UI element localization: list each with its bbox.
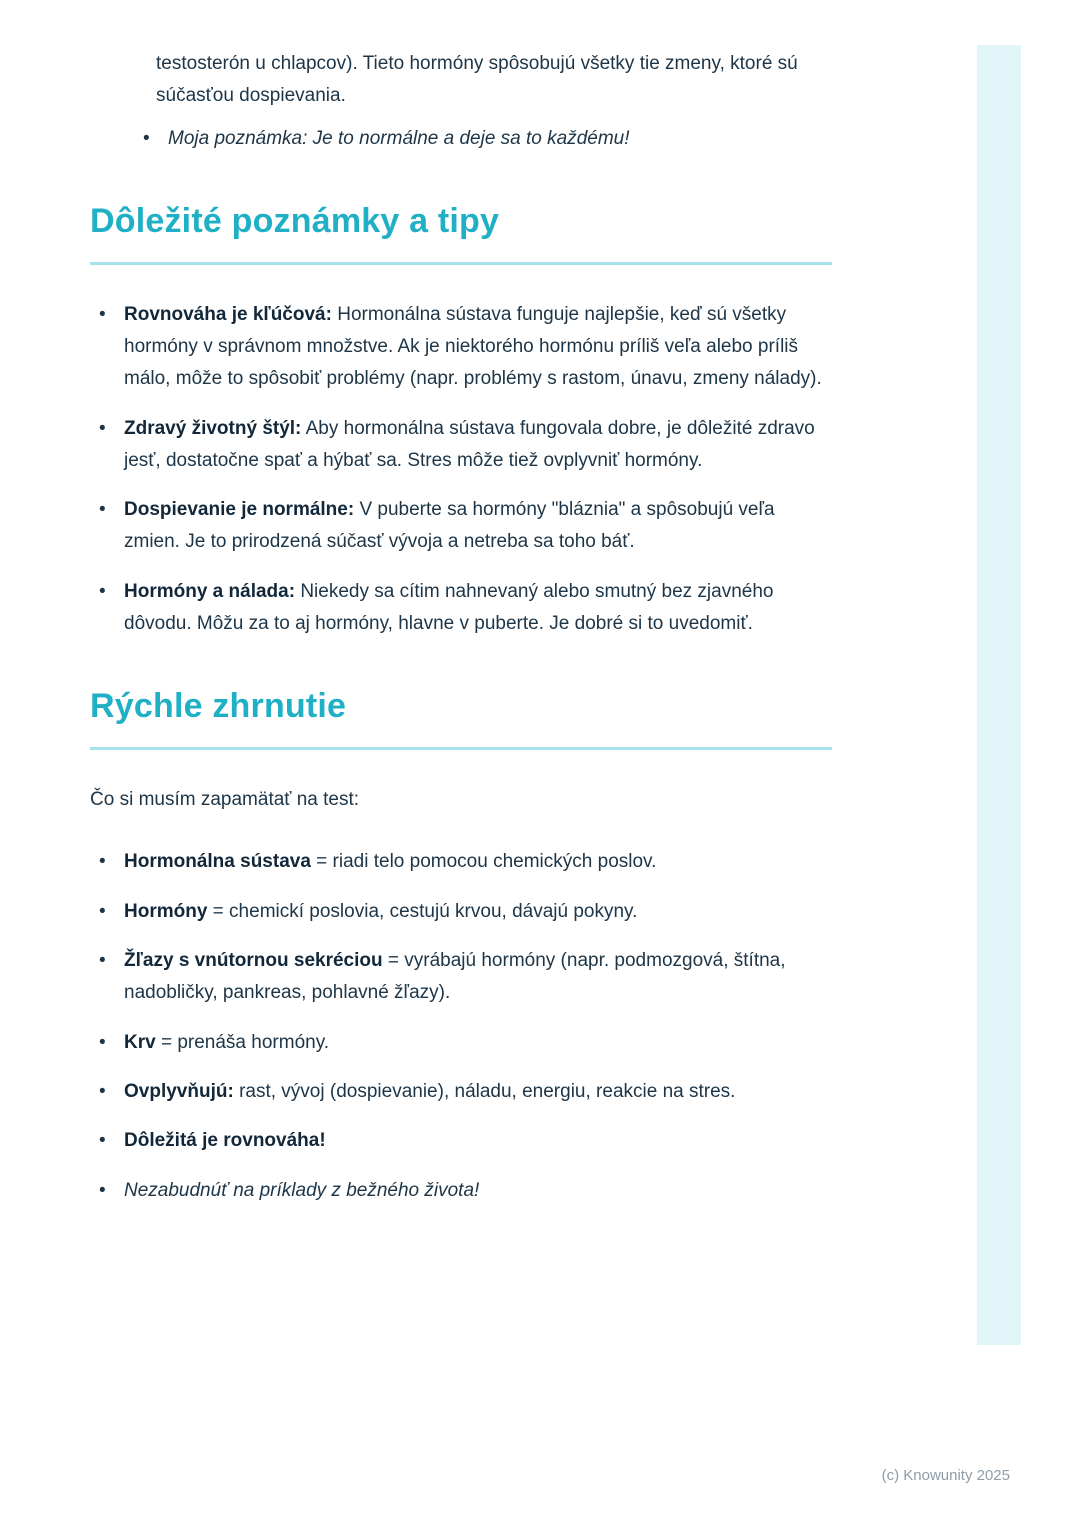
decorative-side-strip [977, 45, 1021, 1345]
list-item-text: Niekedy sa cítim nahnevaný alebo smutný bez zjavného dôvodu. Môžu za to aj hormóny, hlavne v puberte. Je dobré si to uvedomiť. [124, 580, 774, 635]
list-item-lead: Rovnováha je kľúčová: [124, 303, 332, 325]
list-item-text: = chemickí poslovia, cestujú krvou, dávajú pokyny. [207, 900, 638, 922]
list-item-lead: Ovplyvňujú: [124, 1080, 234, 1102]
list-item [134, 123, 832, 155]
notes-tips-list [90, 299, 832, 641]
list-item-lead: Dôležitá je rovnováha! [124, 1130, 326, 1152]
section-title-notes-tips: Dôležité poznámky a tipy [90, 201, 500, 240]
list-item-text: V puberte sa hormóny "bláznia" a spôsobujú veľa zmien. Je to prirodzená súčasť vývoja a netreba sa toho báť. [124, 499, 775, 553]
section-divider [90, 747, 832, 750]
list-item [90, 299, 832, 396]
list-item-text: rast, vývoj (dospievanie), náladu, energiu, reakcie na stres. [233, 1080, 736, 1102]
list-item-lead: Krv [124, 1031, 156, 1053]
footer-copyright: (c) Knowunity 2025 [881, 1467, 1010, 1484]
list-item [90, 896, 832, 928]
list-item-text: = prenáša hormóny. [155, 1031, 330, 1053]
list-item-lead: Hormóny [124, 900, 208, 922]
intro-list [134, 123, 832, 155]
list-item [90, 846, 832, 878]
page-content [90, 48, 832, 1224]
list-item [90, 576, 832, 641]
list-item-lead: Žľazy s vnútornou sekréciou [124, 950, 383, 972]
list-item [90, 1175, 832, 1207]
list-item-text: Hormonálna sústava funguje najlepšie, keď sú všetky hormóny v správnom množstve. Ak je niektorého hormónu príliš veľa alebo príliš málo, môže to spôsobiť problémy (napr. problémy s rastom, únavu, zmeny nálady). [124, 303, 822, 390]
list-item [90, 1076, 832, 1108]
section-divider [90, 262, 832, 265]
list-item-text: Nezabudnúť na príklady z bežného života! [124, 1179, 480, 1201]
list-item-lead: Dospievanie je normálne: [124, 499, 355, 521]
list-item-lead: Hormóny a nálada: [124, 580, 296, 602]
list-item [90, 1027, 832, 1059]
intro-block [134, 48, 832, 155]
list-item [90, 494, 832, 559]
list-item [90, 413, 832, 478]
list-item [90, 1125, 832, 1157]
list-item-text: = riadi telo pomocou chemických poslov. [310, 851, 657, 873]
section-title-summary: Rýchle zhrnutie [90, 687, 347, 726]
summary-list [90, 846, 832, 1206]
intro-note-text: Moja poznámka: Je to normálne a deje sa to každému! [168, 127, 630, 149]
list-item-lead: Hormonálna sústava [124, 851, 311, 873]
list-item-lead: Zdravý životný štýl: [124, 417, 302, 439]
list-item-text: Aby hormonálna sústava fungovala dobre, je dôležité zdravo jesť, dostatočne spať a hýbať sa. Stres môže tiež ovplyvniť hormóny. [124, 417, 815, 471]
intro-continuation-text: testosterón u chlapcov). Tieto hormóny spôsobujú všetky tie zmeny, ktoré sú súčasťou dospievania. [156, 53, 798, 107]
list-item [90, 945, 832, 1010]
summary-lead-paragraph: Čo si musím zapamätať na test: [90, 789, 360, 811]
list-item-text: = vyrábajú hormóny (napr. podmozgová, štítna, nadobličky, pankreas, pohlavné žľazy). [124, 950, 786, 1004]
